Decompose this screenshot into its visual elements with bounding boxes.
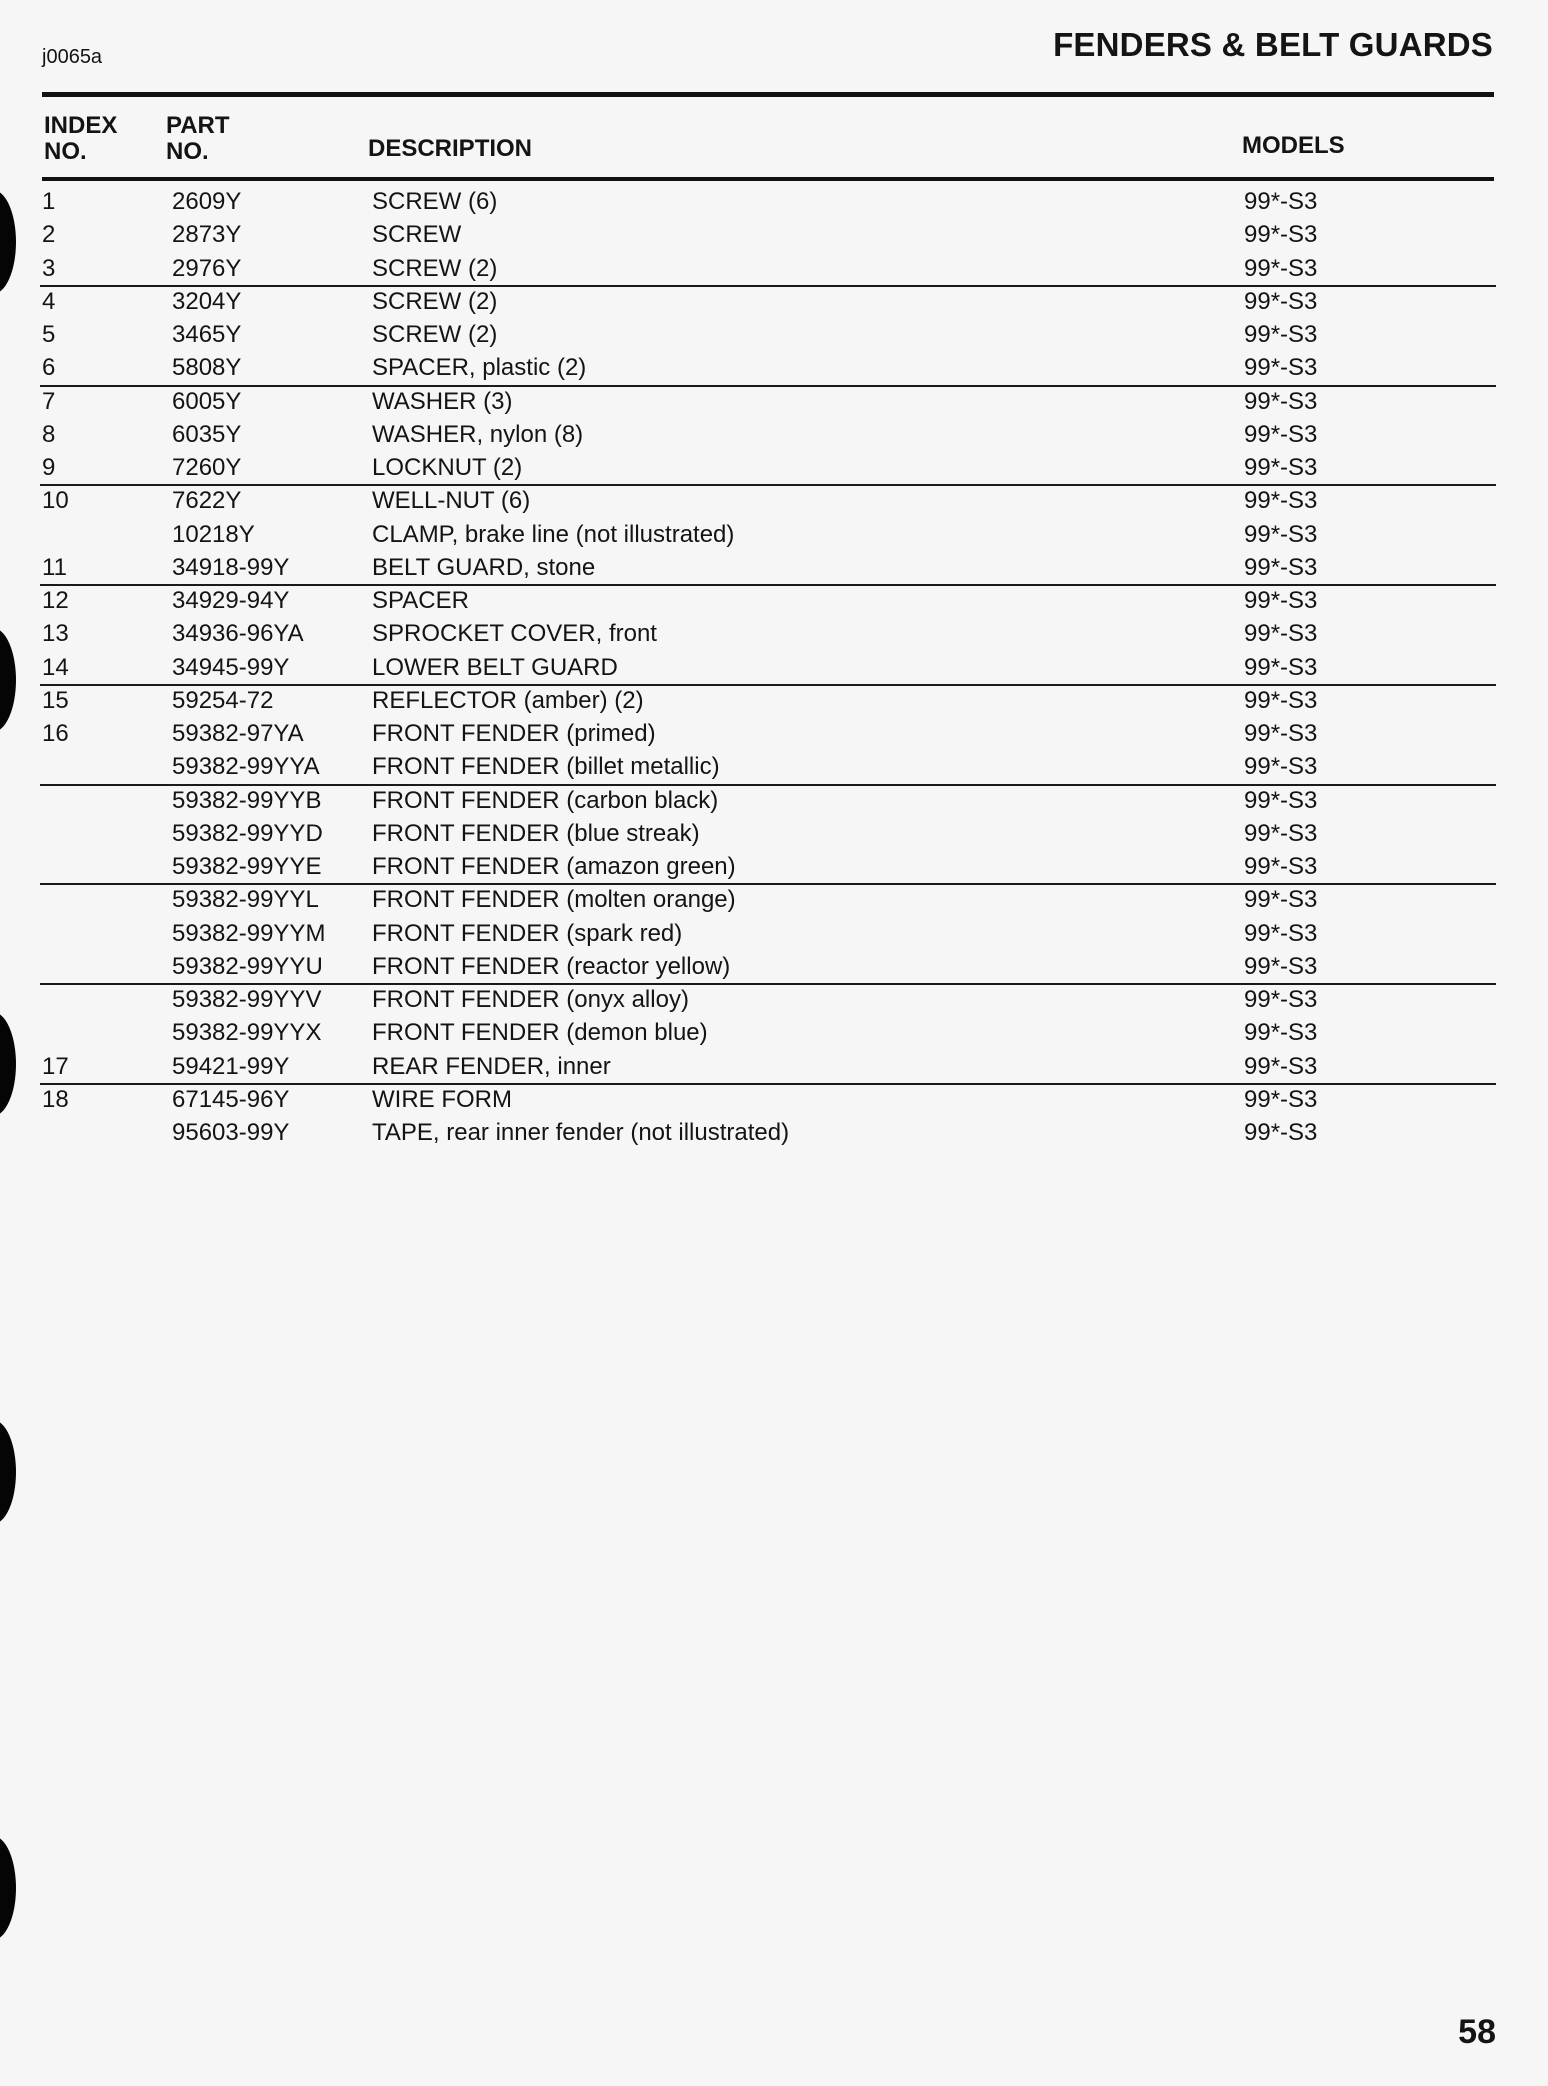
table-row	[0, 685, 1548, 718]
part-no-cell: 6005Y	[172, 387, 242, 415]
table-row	[0, 884, 1548, 917]
description-cell: SCREW (6)	[372, 188, 498, 215]
models-cell: 99*-S3	[1244, 1052, 1318, 1080]
index-no-cell: 15	[42, 686, 69, 714]
description-cell: SCREW (2)	[372, 254, 498, 282]
table-row	[0, 618, 1548, 651]
models-cell: 99*-S3	[1244, 853, 1318, 880]
index-no-cell: 4	[42, 287, 56, 315]
models-cell: 99*-S3	[1244, 254, 1318, 282]
header-description: DESCRIPTION	[368, 135, 533, 162]
models-cell: 99*-S3	[1244, 819, 1318, 847]
description-cell: FRONT FENDER (carbon black)	[372, 786, 719, 814]
models-cell: 99*-S3	[1244, 1119, 1318, 1146]
index-no-cell: 5	[42, 321, 56, 348]
models-cell: 99*-S3	[1244, 553, 1318, 581]
table-row	[0, 984, 1548, 1017]
models-cell: 99*-S3	[1244, 986, 1318, 1013]
table-row	[0, 1084, 1548, 1117]
part-no-cell: 2609Y	[172, 188, 242, 215]
description-cell: SCREW (2)	[372, 287, 498, 315]
table-row	[0, 186, 1548, 219]
part-no-cell: 59421-99Y	[172, 1052, 290, 1080]
index-no-cell: 1	[42, 188, 56, 215]
description-cell: CLAMP, brake line (not illustrated)	[372, 520, 735, 548]
part-no-cell: 59382-99YYX	[172, 1019, 322, 1047]
part-no-cell: 7622Y	[172, 487, 242, 515]
description-cell: WASHER, nylon (8)	[372, 420, 584, 448]
models-cell: 99*-S3	[1244, 886, 1318, 914]
description-cell: WELL-NUT (6)	[372, 487, 531, 515]
models-cell: 99*-S3	[1244, 487, 1318, 515]
description-cell: FRONT FENDER (molten orange)	[372, 886, 736, 914]
table-row	[0, 419, 1548, 452]
index-no-cell: 9	[42, 454, 56, 481]
models-cell: 99*-S3	[1244, 686, 1318, 714]
part-no-cell: 3204Y	[172, 287, 242, 315]
description-cell: SCREW	[372, 221, 462, 249]
description-cell: FRONT FENDER (demon blue)	[372, 1019, 708, 1047]
models-cell: 99*-S3	[1244, 919, 1318, 947]
models-cell: 99*-S3	[1244, 520, 1318, 548]
table-row	[0, 386, 1548, 419]
index-no-cell: 8	[42, 420, 56, 448]
description-cell: LOCKNUT (2)	[372, 454, 523, 481]
index-no-cell: 18	[42, 1085, 69, 1113]
part-no-cell: 34918-99Y	[172, 553, 290, 581]
table-row	[0, 319, 1548, 352]
description-cell: FRONT FENDER (amazon green)	[372, 853, 736, 880]
table-row	[0, 785, 1548, 818]
models-cell: 99*-S3	[1244, 188, 1318, 215]
index-no-cell: 13	[42, 620, 69, 648]
part-no-cell: 59254-72	[172, 686, 274, 714]
part-no-cell: 59382-99YYA	[172, 753, 320, 781]
description-cell: FRONT FENDER (spark red)	[372, 919, 683, 947]
table-row	[0, 519, 1548, 552]
header-models: MODELS	[1242, 132, 1345, 159]
models-cell: 99*-S3	[1244, 720, 1318, 747]
table-row	[0, 1117, 1548, 1150]
table-row	[0, 1017, 1548, 1050]
part-no-cell: 6035Y	[172, 420, 242, 448]
part-no-cell: 59382-99YYD	[172, 819, 323, 847]
description-cell: FRONT FENDER (reactor yellow)	[372, 952, 731, 980]
index-no-cell: 7	[42, 387, 56, 415]
description-cell: FRONT FENDER (onyx alloy)	[372, 986, 689, 1013]
description-cell: WIRE FORM	[372, 1085, 512, 1113]
part-no-cell: 59382-99YYE	[172, 853, 322, 880]
part-no-cell: 2873Y	[172, 221, 242, 249]
models-cell: 99*-S3	[1244, 287, 1318, 315]
description-cell: SPACER, plastic (2)	[372, 354, 587, 382]
description-cell: BELT GUARD, stone	[372, 553, 596, 581]
column-header-rule	[42, 177, 1494, 181]
table-row	[0, 951, 1548, 984]
index-no-cell: 14	[42, 653, 69, 681]
description-cell: TAPE, rear inner fender (not illustrated)	[372, 1119, 790, 1146]
table-row	[0, 485, 1548, 518]
models-cell: 99*-S3	[1244, 952, 1318, 980]
models-cell: 99*-S3	[1244, 587, 1318, 614]
part-no-cell: 67145-96Y	[172, 1085, 290, 1113]
index-no-cell: 12	[42, 587, 69, 614]
header-index: INDEX NO.	[44, 112, 118, 165]
figure-code: j0065a	[42, 46, 103, 68]
index-no-cell: 16	[42, 720, 69, 747]
table-row	[0, 452, 1548, 485]
description-cell: FRONT FENDER (billet metallic)	[372, 753, 720, 781]
index-no-cell: 17	[42, 1052, 69, 1080]
part-no-cell: 3465Y	[172, 321, 242, 348]
description-cell: LOWER BELT GUARD	[372, 653, 618, 681]
table-row	[0, 718, 1548, 751]
table-row	[0, 652, 1548, 685]
description-cell: WASHER (3)	[372, 387, 513, 415]
part-no-cell: 2976Y	[172, 254, 242, 282]
header-part-no: PART NO.	[166, 112, 230, 165]
part-no-cell: 59382-99YYU	[172, 952, 323, 980]
description-cell: FRONT FENDER (blue streak)	[372, 819, 700, 847]
index-no-cell: 11	[42, 553, 67, 581]
description-cell: REFLECTOR (amber) (2)	[372, 686, 644, 714]
part-no-cell: 7260Y	[172, 454, 242, 481]
table-row	[0, 219, 1548, 252]
binder-hole	[0, 1836, 16, 1940]
page-number: 58	[1458, 2013, 1496, 2051]
models-cell: 99*-S3	[1244, 321, 1318, 348]
part-no-cell: 59382-99YYM	[172, 919, 326, 947]
models-cell: 99*-S3	[1244, 1019, 1318, 1047]
description-cell: SPACER	[372, 587, 469, 614]
part-no-cell: 59382-99YYL	[172, 886, 319, 914]
models-cell: 99*-S3	[1244, 753, 1318, 781]
part-no-cell: 34929-94Y	[172, 587, 290, 614]
table-row	[0, 585, 1548, 618]
table-row	[0, 818, 1548, 851]
binder-hole	[0, 1420, 16, 1524]
index-no-cell: 10	[42, 487, 69, 515]
models-cell: 99*-S3	[1244, 387, 1318, 415]
part-no-cell: 59382-99YYB	[172, 786, 322, 814]
part-no-cell: 10218Y	[172, 520, 255, 548]
table-row	[0, 253, 1548, 286]
table-row	[0, 918, 1548, 951]
models-cell: 99*-S3	[1244, 786, 1318, 814]
part-no-cell: 59382-99YYV	[172, 986, 322, 1013]
table-row	[0, 751, 1548, 784]
description-cell: REAR FENDER, inner	[372, 1052, 611, 1080]
models-cell: 99*-S3	[1244, 620, 1318, 648]
parts-table-body	[0, 186, 1548, 1150]
part-no-cell: 34936-96YA	[172, 620, 304, 648]
models-cell: 99*-S3	[1244, 454, 1318, 481]
index-no-cell: 6	[42, 354, 56, 382]
header-rule	[42, 92, 1494, 97]
description-cell: SPROCKET COVER, front	[372, 620, 657, 648]
table-row	[0, 552, 1548, 585]
models-cell: 99*-S3	[1244, 420, 1318, 448]
models-cell: 99*-S3	[1244, 1085, 1318, 1113]
part-no-cell: 59382-97YA	[172, 720, 304, 747]
models-cell: 99*-S3	[1244, 653, 1318, 681]
table-row	[0, 286, 1548, 319]
part-no-cell: 5808Y	[172, 354, 242, 382]
index-no-cell: 3	[42, 254, 56, 282]
description-cell: SCREW (2)	[372, 321, 498, 348]
index-no-cell: 2	[42, 221, 56, 249]
table-row	[0, 851, 1548, 884]
part-no-cell: 34945-99Y	[172, 653, 290, 681]
part-no-cell: 95603-99Y	[172, 1119, 290, 1146]
page-title: FENDERS & BELT GUARDS	[1053, 26, 1493, 63]
models-cell: 99*-S3	[1244, 221, 1318, 249]
table-row	[0, 352, 1548, 385]
models-cell: 99*-S3	[1244, 354, 1318, 382]
description-cell: FRONT FENDER (primed)	[372, 720, 656, 747]
table-row	[0, 1051, 1548, 1084]
